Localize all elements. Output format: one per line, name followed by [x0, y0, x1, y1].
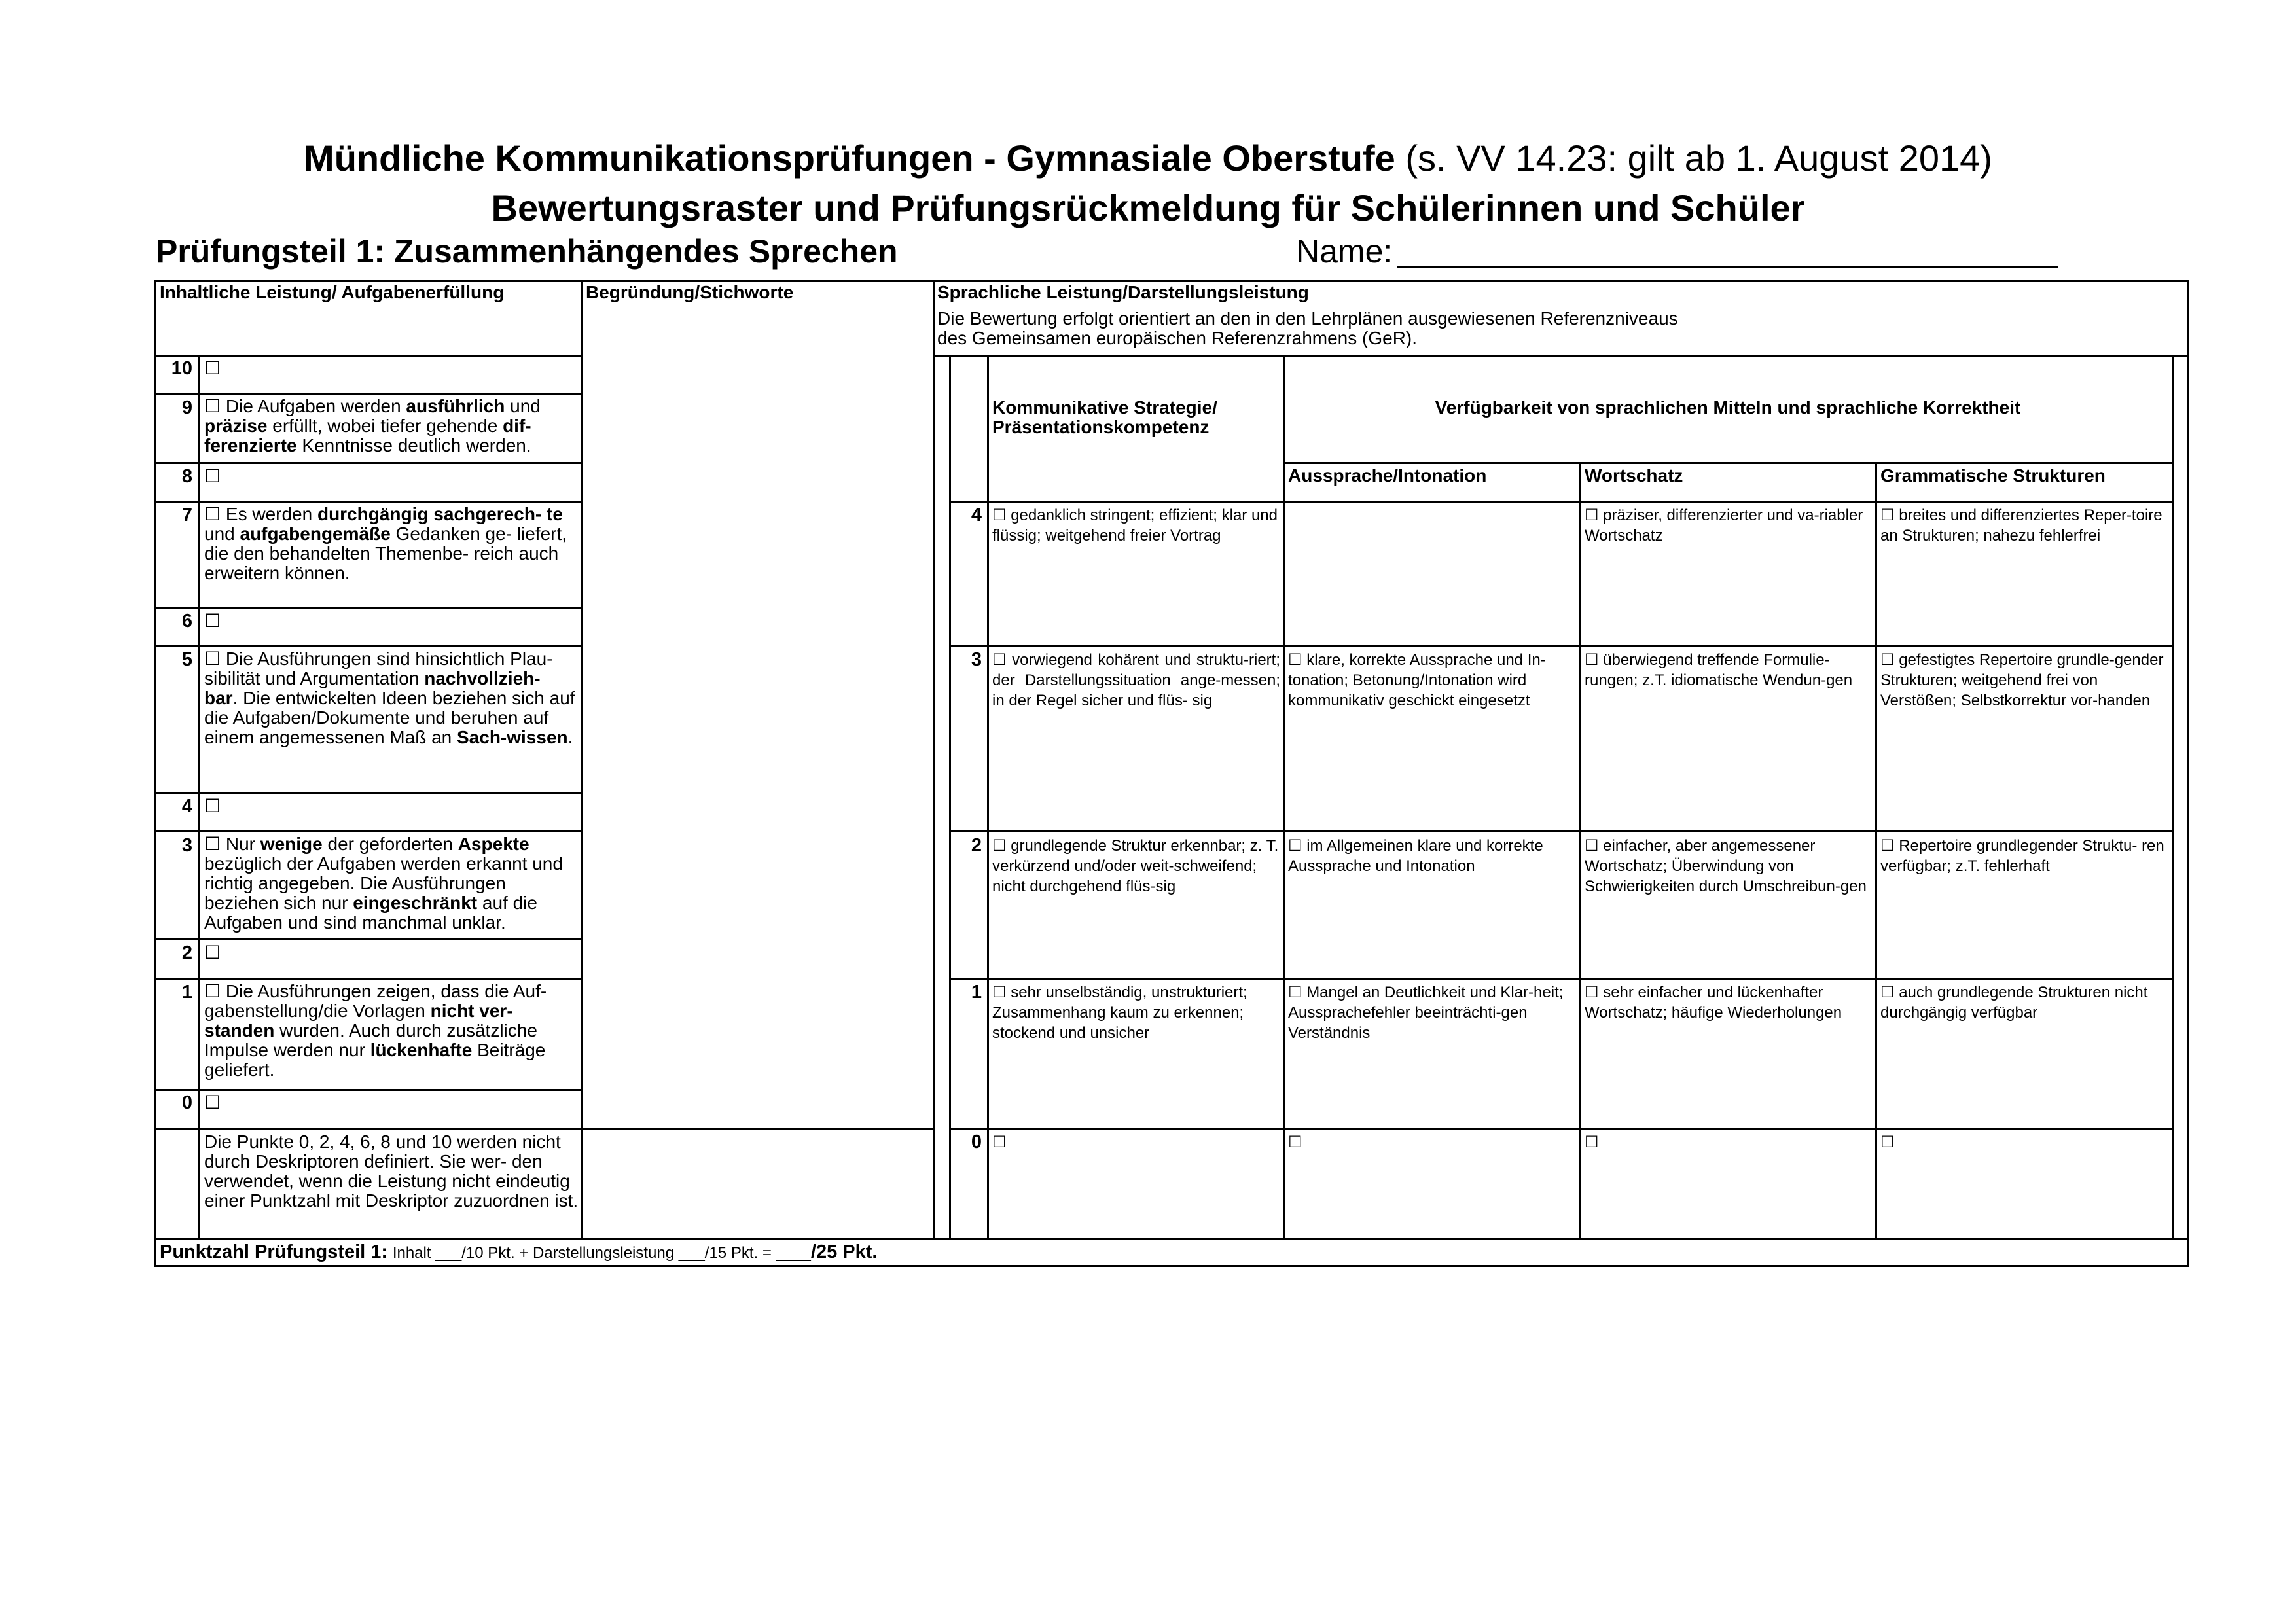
- pronunciation-2: ☐ im Allgemeinen klare und korrekte Aussprache und Intonation: [1288, 837, 1543, 875]
- points-7: 7: [181, 505, 192, 526]
- grammar-1: ☐ auch grundlegende Strukturen nicht durchgängig verfügbar: [1880, 984, 2148, 1022]
- row-line: [156, 938, 583, 940]
- row-line: [156, 830, 583, 832]
- document-title: Mündliche Kommunikationsprüfungen - Gymnasiale Oberstufe (s. VV 14.23: gilt ab 1. August 2014): [304, 137, 1992, 179]
- points-3: 3: [181, 835, 192, 856]
- row-line: [156, 462, 583, 464]
- table-border-right: [2187, 280, 2189, 1267]
- language-header-bottom: [933, 355, 2188, 357]
- vocabulary-3: ☐ überwiegend treffende Formulie-rungen; z.T. idiomatische Wendun-gen: [1585, 651, 1853, 689]
- grammar-4: ☐ breites und differenziertes Reper-toire an Strukturen; nahezu fehlerfrei: [1880, 507, 2162, 544]
- lang-points-1: 1: [971, 982, 982, 1003]
- descriptor-7: ☐ Es werden durchgängig sachgerech- te und aufgabengemäße Gedanken ge- liefert, die den behandelten Themenbe- reich auch erweitern können.: [204, 504, 567, 583]
- content-column-header: Inhaltliche Leistung/ Aufgabenerfüllung: [160, 282, 505, 302]
- strategy-2: ☐ grundlegende Struktur erkennbar; z. T. verkürzend und/oder weit-schweifend; nicht durchgehend flüs-sig: [992, 837, 1279, 895]
- row-line: [156, 1128, 583, 1130]
- checkbox-8[interactable]: ☐: [204, 466, 221, 486]
- lang-right-divider: [2172, 355, 2174, 1240]
- descriptor-3: ☐ Nur wenige der geforderten Aspekte bezüglich der Aufgaben werden erkannt und richtig angegeben. Die Ausführungen beziehen sich nur eingeschränkt auf die Aufgaben und sind manchmal unklar.: [204, 834, 563, 933]
- strategy-header: Kommunikative Strategie/ Präsentationskompetenz: [992, 397, 1217, 437]
- checkbox-9[interactable]: ☐: [204, 396, 221, 416]
- document-subtitle: Bewertungsraster und Prüfungsrückmeldung für Schülerinnen und Schüler: [491, 187, 1805, 228]
- checkbox-strategy-0[interactable]: ☐: [992, 1133, 1007, 1151]
- lang-number-divider: [987, 355, 989, 1240]
- checkbox-vocabulary-3[interactable]: ☐: [1585, 651, 1599, 669]
- row-line: [156, 978, 583, 980]
- pronunciation-header: Aussprache/Intonation: [1288, 465, 1487, 486]
- reasoning-column-header: Begründung/Stichworte: [586, 282, 794, 302]
- row-line: [1283, 462, 2173, 464]
- points-10: 10: [171, 358, 192, 379]
- checkbox-10[interactable]: ☐: [204, 358, 221, 378]
- checkbox-pronunciation-2[interactable]: ☐: [1288, 837, 1302, 855]
- table-border-mid: [156, 1238, 2189, 1240]
- part-title: Prüfungsteil 1: Zusammenhängendes Sprechen: [156, 233, 898, 270]
- descriptor-9: ☐ Die Aufgaben werden ausführlich und präzise erfüllt, wobei tiefer gehende dif-ferenzierte Kenntnisse deutlich werden.: [204, 396, 541, 455]
- points-8: 8: [181, 466, 192, 487]
- grammar-3: ☐ gefestigtes Repertoire grundle-gender Strukturen; weitgehend frei von Verstößen; Selbstkorrektur vor-handen: [1880, 651, 2164, 709]
- row-line: [156, 607, 583, 609]
- checkbox-grammar-0[interactable]: ☐: [1880, 1133, 1895, 1151]
- checkbox-vocabulary-1[interactable]: ☐: [1585, 984, 1599, 1001]
- table-border-bottom: [156, 1265, 2189, 1267]
- row-line: [949, 501, 2173, 503]
- lang-points-3: 3: [971, 649, 982, 670]
- pronunciation-1: ☐ Mangel an Deutlichkeit und Klar-heit; Aussprachefehler beeinträchti-gen Verständnis: [1288, 984, 1564, 1042]
- vocabulary-2: ☐ einfacher, aber angemessener Wortschatz; Überwindung von Schwierigkeiten durch Umschreibun-gen: [1585, 837, 1867, 895]
- checkbox-1[interactable]: ☐: [204, 981, 221, 1001]
- checkbox-6[interactable]: ☐: [204, 611, 221, 631]
- checkbox-vocabulary-2[interactable]: ☐: [1585, 837, 1599, 855]
- lang-vocab-divider: [1875, 462, 1877, 1240]
- strategy-3: ☐ vorwiegend kohärent und struktu-riert; der Darstellungssituation ange-messen; in der Regel sicher und flüs- sig: [992, 651, 1281, 709]
- checkbox-5[interactable]: ☐: [204, 649, 221, 669]
- points-5: 5: [181, 649, 192, 670]
- lang-points-0: 0: [971, 1132, 982, 1152]
- points-1: 1: [181, 982, 192, 1003]
- checkbox-pronunciation-3[interactable]: ☐: [1288, 651, 1302, 669]
- checkbox-4[interactable]: ☐: [204, 796, 221, 816]
- row-line: [949, 1128, 2173, 1130]
- vocabulary-1: ☐ sehr einfacher und lückenhafter Wortschatz; häufige Wiederholungen: [1585, 984, 1842, 1022]
- checkbox-7[interactable]: ☐: [204, 504, 221, 524]
- descriptor-5: ☐ Die Ausführungen sind hinsichtlich Plau-sibilität und Argumentation nachvollzieh- bar. Die entwickelten Ideen beziehen sich auf die Aufgaben/Dokumente und beruhen auf einem angemessenen Maß an Sach-wissen.: [204, 649, 575, 747]
- vocabulary-header: Wortschatz: [1585, 465, 1683, 486]
- grammar-header: Grammatische Strukturen: [1880, 465, 2106, 486]
- points-0: 0: [181, 1092, 192, 1113]
- score-footer: Punktzahl Prüfungsteil 1: Inhalt ___/10 Pkt. + Darstellungsleistung ___/15 Pkt. = ____/25 Pkt.: [160, 1241, 878, 1262]
- descriptor-1: ☐ Die Ausführungen zeigen, dass die Auf- gabenstellung/die Vorlagen nicht ver- standen wurden. Auch durch zusätzliche Impulse werden nur lückenhafte Beiträge geliefert.: [204, 981, 547, 1080]
- means-header: Verfügbarkeit von sprachlichen Mitteln und sprachliche Korrektheit: [1435, 397, 2021, 418]
- row-line: [949, 978, 2173, 980]
- points-6: 6: [181, 611, 192, 632]
- lang-margin-divider: [949, 355, 951, 1240]
- checkbox-strategy-3[interactable]: ☐: [992, 651, 1007, 669]
- checkbox-grammar-3[interactable]: ☐: [1880, 651, 1895, 669]
- checkbox-0[interactable]: ☐: [204, 1092, 221, 1113]
- strategy-1: ☐ sehr unselbständig, unstrukturiert; Zusammenhang kaum zu erkennen; stockend und unsicher: [992, 984, 1247, 1042]
- checkbox-strategy-1[interactable]: ☐: [992, 984, 1007, 1001]
- lang-points-2: 2: [971, 835, 982, 856]
- checkbox-pronunciation-0[interactable]: ☐: [1288, 1133, 1302, 1151]
- name-label: Name:: [1296, 233, 1393, 270]
- checkbox-grammar-2[interactable]: ☐: [1880, 837, 1895, 855]
- checkbox-2[interactable]: ☐: [204, 942, 221, 963]
- lang-strategy-divider: [1283, 355, 1285, 1240]
- pronunciation-3: ☐ klare, korrekte Aussprache und In- tonation; Betonung/Intonation wird kommunikativ geschickt eingesetzt: [1288, 651, 1546, 709]
- checkbox-grammar-1[interactable]: ☐: [1880, 984, 1895, 1001]
- checkbox-pronunciation-1[interactable]: ☐: [1288, 984, 1302, 1001]
- row-line: [156, 645, 583, 647]
- row-line: [156, 393, 583, 395]
- col-divider-reasoning: [581, 280, 583, 1240]
- checkbox-3[interactable]: ☐: [204, 834, 221, 854]
- checkbox-strategy-4[interactable]: ☐: [992, 507, 1007, 524]
- table-border-left: [154, 280, 156, 1267]
- lang-points-4: 4: [971, 505, 982, 526]
- row-line: [949, 830, 2173, 832]
- vocabulary-4: ☐ präziser, differenzierter und va-riabler Wortschatz: [1585, 507, 1863, 544]
- checkbox-vocabulary-0[interactable]: ☐: [1585, 1133, 1599, 1151]
- points-4: 4: [181, 796, 192, 817]
- row-line: [581, 1128, 935, 1130]
- name-input-line[interactable]: [1397, 266, 2058, 268]
- lang-pron-divider: [1579, 462, 1581, 1240]
- strategy-4: ☐ gedanklich stringent; effizient; klar und flüssig; weitgehend freier Vortrag: [992, 507, 1278, 544]
- content-number-divider: [198, 355, 200, 1240]
- checkbox-strategy-2[interactable]: ☐: [992, 837, 1007, 855]
- language-note: Die Bewertung erfolgt orientiert an den in den Lehrplänen ausgewiesenen Referenzniveaus des Gemeinsamen europäischen Referenzrahmens (GeR).: [937, 308, 1678, 348]
- points-2: 2: [181, 942, 192, 963]
- row-line: [156, 501, 583, 503]
- row-line: [949, 645, 2173, 647]
- row-line: [156, 1089, 583, 1091]
- col-divider-language: [933, 280, 935, 1240]
- content-header-bottom: [156, 355, 583, 357]
- language-column-header: Sprachliche Leistung/Darstellungsleistung: [937, 282, 1309, 302]
- checkbox-vocabulary-4[interactable]: ☐: [1585, 507, 1599, 524]
- row-line: [156, 792, 583, 794]
- descriptor-note: Die Punkte 0, 2, 4, 6, 8 und 10 werden nicht durch Deskriptoren definiert. Sie wer- den verwendet, wenn die Leistung nicht eindeutig einer Punktzahl mit Deskriptor zuzuordnen ist.: [204, 1132, 579, 1211]
- grammar-2: ☐ Repertoire grundlegender Struktu- ren verfügbar; z.T. fehlerhaft: [1880, 837, 2164, 875]
- points-9: 9: [181, 397, 192, 418]
- checkbox-grammar-4[interactable]: ☐: [1880, 507, 1895, 524]
